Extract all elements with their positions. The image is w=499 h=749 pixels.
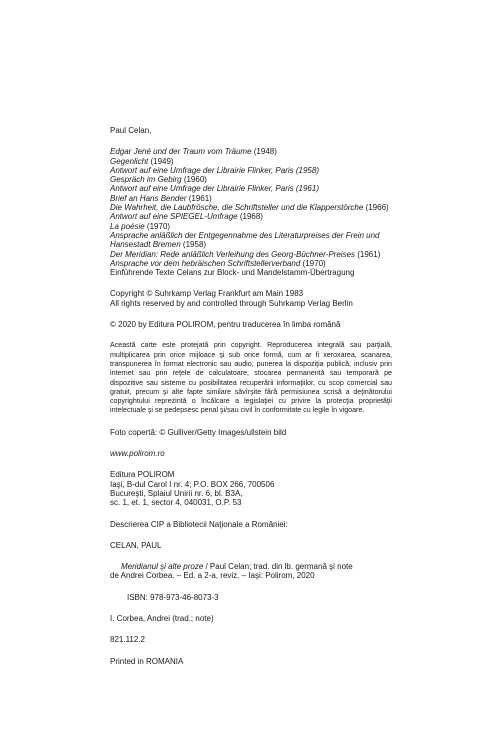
copyright-page	[110, 126, 392, 666]
work-title: Ansprache anläßlich der Entgegennahme des Literaturpreises der Frein und	[110, 230, 380, 240]
work-year: (1966)	[363, 203, 389, 213]
work-title: Antwort auf eine SPIEGEL-Umfrage	[110, 212, 238, 222]
work-year: (1961)	[186, 193, 212, 203]
copyright-notice: Această carte este protejată prin copyright. Reproducerea integrală sau parţială, multiplicarea prin orice mijloace şi sub orice formă, cum ar fi xeroxarea, scanarea, transpunerea în format electronic sau audio, punerea la dispoziţia publică, inclusiv prin internet sau prin reţele de calculatoare, stocarea permanentă sau temporară pe dispozitive sau sisteme cu posibilitatea recuperării informaţiilor, cu scop comercial sau gratuit, precum şi alte fapte similare săvîrşite fără permisiunea scrisă a deţinătorului copyrightului reprezintă o încălcare a legislaţiei cu privire la protecţia proprietăţii intelectuale şi se pedepsesc penal şi/sau civil în conformitate cu legile în vigoare.	[110, 341, 392, 415]
work-year: (1960)	[181, 175, 207, 185]
cip-description	[110, 562, 392, 581]
copyright-line: All rights reserved by and controlled through Suhrkamp Verlag Berlin	[110, 298, 353, 308]
cip-title-line	[110, 562, 392, 571]
work-title: Der Meridian: Rede anläßlich Verleihung des Georg-Büchner-Preises	[110, 249, 356, 259]
copyright-translation: © 2020 by Editura POLIROM, pentru traducerea în limba română	[110, 320, 341, 330]
work-item	[110, 194, 392, 203]
work-title: Gespräch im Gebirg	[110, 175, 182, 185]
work-item	[110, 184, 392, 193]
work-item	[110, 175, 392, 184]
work-year: (1949)	[148, 156, 174, 166]
work-title: Antwort auf eine Umfrage der Librairie Flinker, Paris (1961)	[110, 184, 319, 194]
work-item	[110, 212, 392, 221]
copyright-line: Copyright © Suhrkamp Verlag Frankfurt am Main 1983	[110, 289, 304, 299]
work-year: (1970)	[144, 221, 171, 231]
publisher-address-line: sc. 1, et. 1, sector 4, 040031, O.P. 53	[110, 498, 242, 508]
work-item	[110, 231, 392, 240]
publisher-address-line: Bucureşti, Splaiul Unirii nr. 6, bl. B3A,	[110, 488, 243, 498]
work-title: Antwort auf eine Umfrage der Librairie Flinker, Paris (1958)	[110, 165, 319, 175]
work-item	[110, 240, 392, 249]
work-title: Brief an Hans Bender	[110, 193, 187, 203]
cover-photo-credit: Foto copertă: © Gulliver/Getty Images/ullstein bild	[110, 427, 287, 437]
cip-title: Meridianul şi alte proze	[121, 562, 204, 572]
work-year: Einführende Texte Celans zur Block- und Mandelstamm-Übertragung	[110, 268, 355, 278]
cip-line2: de Andrei Corbea. – Ed. a 2-a, reviz. – Iaşi: Polirom, 2020	[110, 571, 315, 581]
work-year: (1948)	[251, 147, 277, 157]
work-item	[110, 203, 392, 212]
work-title: Die Wahrheit, die Laubfrösche, die Schriftsteller und die Klapperstörche	[110, 203, 364, 213]
cip-title-rest: / Paul Celan; trad. din lb. germană şi note	[203, 562, 353, 572]
work-title: Edgar Jené und der Traum vom Träume	[110, 147, 252, 157]
work-item	[110, 268, 392, 277]
work-item	[110, 147, 392, 156]
work-title: La poésie	[110, 221, 145, 231]
work-item	[110, 157, 392, 166]
cip-entry: I. Corbea, Andrei (trad.; note)	[110, 613, 214, 623]
cip-heading: Descrierea CIP a Bibliotecii Naţionale a României:	[110, 519, 288, 529]
isbn: ISBN: 978-973-46-8073-3	[127, 592, 219, 602]
work-item	[110, 222, 392, 231]
author-line: Paul Celan,	[110, 126, 152, 135]
work-year: (1968)	[237, 212, 263, 222]
publisher-address-line: Iaşi, B-dul Carol I nr. 4; P.O. BOX 266, 700506	[110, 479, 275, 489]
work-title: Gegenlicht	[110, 156, 149, 166]
work-item	[110, 259, 392, 268]
works-list	[110, 147, 392, 277]
website-link[interactable]: www.polirom.ro	[110, 449, 165, 459]
work-title: Ansprache vor dem hebräischen Schriftstellerverband	[110, 258, 301, 268]
publisher-address	[110, 470, 392, 507]
work-year: (1958)	[180, 240, 207, 250]
printed-in: Printed in ROMANIA	[110, 656, 184, 666]
cip-classification: 821.112.2	[110, 635, 145, 645]
cip-name: CELAN, PAUL	[110, 540, 162, 550]
work-item	[110, 166, 392, 175]
work-title: Hansestadt Bremen	[110, 240, 181, 250]
publisher-name: Editura POLIROM	[110, 470, 175, 480]
work-year: (1970)	[300, 258, 326, 268]
work-year: (1961)	[355, 249, 381, 259]
copyright-original-block	[110, 289, 392, 308]
work-item	[110, 250, 392, 259]
